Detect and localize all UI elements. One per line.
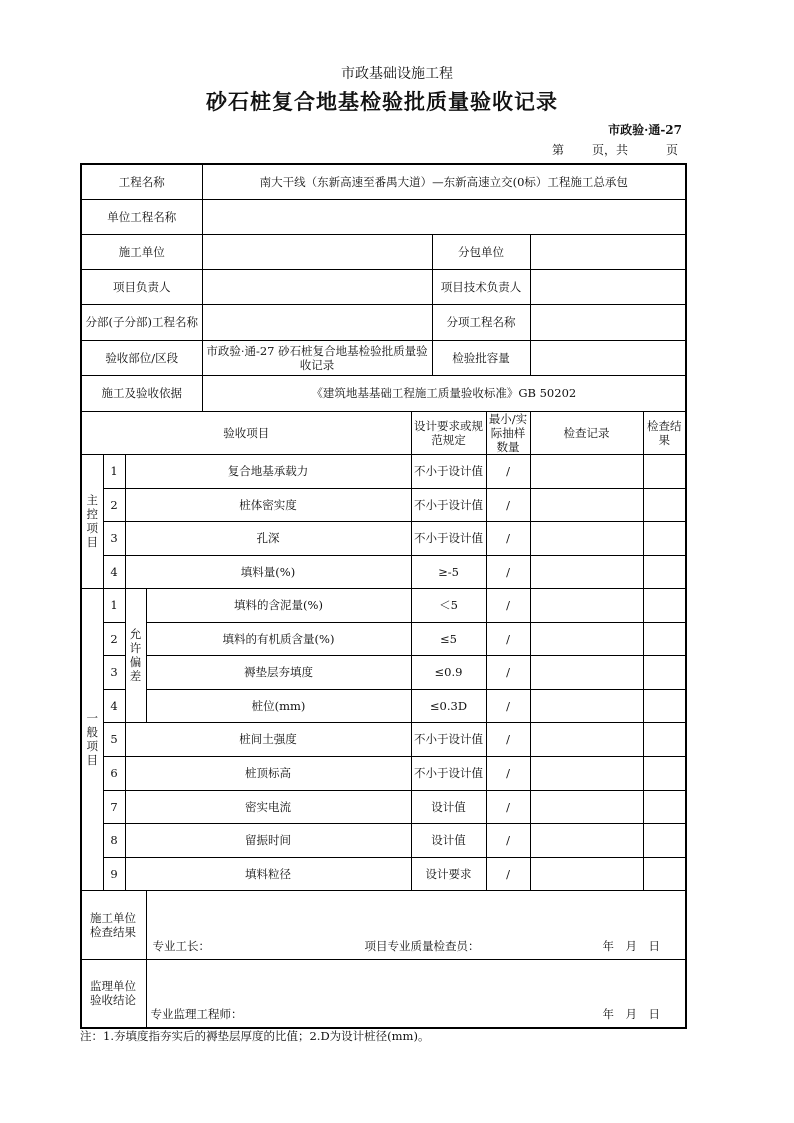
row-no: 3: [103, 521, 125, 555]
row-no: 2: [103, 622, 125, 655]
row-result[interactable]: [643, 655, 686, 689]
row-design: 不小于设计值: [411, 756, 486, 790]
row-sample[interactable]: /: [486, 588, 530, 622]
row-design: ≤0.9: [411, 655, 486, 689]
table-row: [81, 454, 686, 488]
acceptance-part-label: 验收部位/区段: [81, 340, 202, 375]
row-acceptance-part: [81, 340, 686, 375]
table-row: [81, 790, 686, 823]
subcontract-value[interactable]: [530, 234, 686, 269]
row-item-name: 桩体密实度: [125, 488, 411, 521]
row-sub-division: [81, 304, 686, 340]
project-manager-value[interactable]: [202, 269, 432, 304]
row-project-name: [81, 164, 686, 199]
project-name-label: 工程名称: [81, 164, 202, 199]
table-row: [81, 488, 686, 521]
row-no: 6: [103, 756, 125, 790]
main-control-label: 主 控 项 目: [81, 454, 103, 588]
row-design: ≤0.3D: [411, 689, 486, 722]
row-unit-project: [81, 199, 686, 234]
row-design: ≥-5: [411, 555, 486, 588]
basis-label: 施工及验收依据: [81, 375, 202, 411]
tech-manager-label: 项目技术负责人: [432, 269, 530, 304]
unit-project-label: 单位工程名称: [81, 199, 202, 234]
construction-unit-value[interactable]: [202, 234, 432, 269]
row-item-name: 桩顶标高: [125, 756, 411, 790]
general-label: 一 般 项 目: [81, 588, 103, 890]
table-row: [81, 588, 686, 622]
row-design: 不小于设计值: [411, 488, 486, 521]
construction-result-label: 施工单位检查结果: [81, 890, 146, 959]
row-design: 设计值: [411, 790, 486, 823]
row-design: ≤5: [411, 622, 486, 655]
row-item-name: 复合地基承载力: [125, 454, 411, 488]
inspector-label: 项目专业质量检查员：: [364, 938, 480, 953]
row-result[interactable]: [643, 622, 686, 655]
row-sample[interactable]: /: [486, 756, 530, 790]
table-row: [81, 756, 686, 790]
row-record[interactable]: [530, 857, 643, 890]
col-sample-header: 最小/实际抽样数量: [486, 411, 530, 454]
engineer-label: 专业监理工程师：: [150, 1007, 243, 1021]
row-result[interactable]: [643, 454, 686, 488]
acceptance-part-value[interactable]: 市政验·通-27 砂石桩复合地基检验批质量验收记录: [202, 340, 432, 375]
batch-capacity-value[interactable]: [530, 340, 686, 375]
table-row: [81, 857, 686, 890]
sub-item-label: 分项工程名称: [432, 304, 530, 340]
row-result[interactable]: [643, 756, 686, 790]
row-result[interactable]: [643, 857, 686, 890]
row-design: 设计要求: [411, 857, 486, 890]
row-result[interactable]: [643, 588, 686, 622]
row-result[interactable]: [643, 555, 686, 588]
table-row: [81, 722, 686, 756]
row-result[interactable]: [643, 722, 686, 756]
row-no: 9: [103, 857, 125, 890]
row-item-name: 桩间土强度: [125, 722, 411, 756]
row-record[interactable]: [530, 555, 643, 588]
row-no: 1: [103, 454, 125, 488]
form-subtitle: 市政基础设施工程: [341, 66, 453, 82]
allow-deviation-label: 允 许 偏 差: [125, 588, 146, 722]
page-ye: 页，共: [592, 143, 629, 157]
construction-unit-label: 施工单位: [81, 234, 202, 269]
row-column-headers: [81, 411, 686, 454]
row-item-name: 留振时间: [125, 823, 411, 857]
project-name-value[interactable]: 南大干线（东新高速至番禺大道）—东新高速立交(0标）工程施工总承包: [202, 164, 686, 199]
row-sample[interactable]: /: [486, 488, 530, 521]
row-supervision-signoff: [81, 959, 686, 1028]
tech-manager-value[interactable]: [530, 269, 686, 304]
supervision-conclusion-label: 监理单位验收结论: [81, 959, 146, 1028]
row-design: 不小于设计值: [411, 454, 486, 488]
row-sample[interactable]: /: [486, 622, 530, 655]
row-record[interactable]: [530, 790, 643, 823]
page-di: 第: [552, 143, 565, 157]
row-no: 2: [103, 488, 125, 521]
foreman-label: 专业工长：: [152, 938, 210, 953]
row-item-name: 桩位(mm): [146, 689, 411, 722]
table-row: [81, 521, 686, 555]
row-sample[interactable]: /: [486, 655, 530, 689]
row-result[interactable]: [643, 823, 686, 857]
unit-project-value[interactable]: [202, 199, 686, 234]
construction-date: 年 月 日: [602, 938, 660, 953]
table-row: [81, 622, 686, 655]
project-manager-label: 项目负责人: [81, 269, 202, 304]
row-no: 7: [103, 790, 125, 823]
subcontract-label: 分包单位: [432, 234, 530, 269]
row-result[interactable]: [643, 790, 686, 823]
basis-value[interactable]: 《建筑地基基础工程施工质量验收标准》GB 50202: [202, 375, 686, 411]
row-project-manager: [81, 269, 686, 304]
col-result-header: 检查结果: [643, 411, 686, 454]
row-no: 4: [103, 555, 125, 588]
row-design: 不小于设计值: [411, 521, 486, 555]
row-design: ＜5: [411, 588, 486, 622]
table-row: [81, 689, 686, 722]
row-item-name: 填料的含泥量(%): [146, 588, 411, 622]
row-sample[interactable]: /: [486, 521, 530, 555]
construction-result-area[interactable]: [146, 890, 686, 959]
table-row: [81, 555, 686, 588]
row-record[interactable]: [530, 521, 643, 555]
row-result[interactable]: [643, 521, 686, 555]
row-item-name: 孔深: [125, 521, 411, 555]
row-no: 5: [103, 722, 125, 756]
row-record[interactable]: [530, 823, 643, 857]
sub-division-value[interactable]: [202, 304, 432, 340]
row-item-name: 填料量(%): [125, 555, 411, 588]
form-title: 砂石桩复合地基检验批质量验收记录: [206, 90, 558, 114]
row-item-name: 填料的有机质含量(%): [146, 622, 411, 655]
sub-division-label: 分部(子分部)工程名称: [81, 304, 202, 340]
row-no: 8: [103, 823, 125, 857]
row-record[interactable]: [530, 454, 643, 488]
row-no: 4: [103, 689, 125, 722]
footnote: 注：1.夯填度指夯实后的褥垫层厚度的比值；2.D为设计桩径(mm)。: [80, 1029, 430, 1043]
row-basis: [81, 375, 686, 411]
row-no: 3: [103, 655, 125, 689]
row-sample[interactable]: /: [486, 722, 530, 756]
row-result[interactable]: [643, 488, 686, 521]
sub-item-value[interactable]: [530, 304, 686, 340]
supervision-date: 年 月 日: [602, 1007, 660, 1021]
row-record[interactable]: [530, 488, 643, 521]
acceptance-record-table: [80, 163, 687, 1029]
row-item-name: 褥垫层夯填度: [146, 655, 411, 689]
row-no: 1: [103, 588, 125, 622]
row-sample[interactable]: /: [486, 555, 530, 588]
row-design: 设计值: [411, 823, 486, 857]
row-record[interactable]: [530, 655, 643, 689]
row-item-name: 密实电流: [125, 790, 411, 823]
table-row: [81, 655, 686, 689]
table-row: [81, 823, 686, 857]
row-record[interactable]: [530, 722, 643, 756]
supervision-conclusion-area[interactable]: [146, 959, 686, 1028]
row-item-name: 填料粒径: [125, 857, 411, 890]
row-sample[interactable]: /: [486, 790, 530, 823]
batch-capacity-label: 检验批容量: [432, 340, 530, 375]
row-result[interactable]: [643, 689, 686, 722]
row-sample[interactable]: /: [486, 689, 530, 722]
form-code: 市政验·通-27: [608, 123, 682, 137]
row-construction-unit: [81, 234, 686, 269]
row-sample[interactable]: /: [486, 857, 530, 890]
row-record[interactable]: [530, 756, 643, 790]
page-ye2: 页: [666, 143, 679, 157]
row-record[interactable]: [530, 588, 643, 622]
col-item-header: 验收项目: [81, 411, 411, 454]
row-record[interactable]: [530, 689, 643, 722]
row-sample[interactable]: /: [486, 454, 530, 488]
row-construction-signoff: [81, 890, 686, 959]
col-design-header: 设计要求或规范规定: [411, 411, 486, 454]
col-record-header: 检查记录: [530, 411, 643, 454]
row-record[interactable]: [530, 622, 643, 655]
row-sample[interactable]: /: [486, 823, 530, 857]
row-design: 不小于设计值: [411, 722, 486, 756]
